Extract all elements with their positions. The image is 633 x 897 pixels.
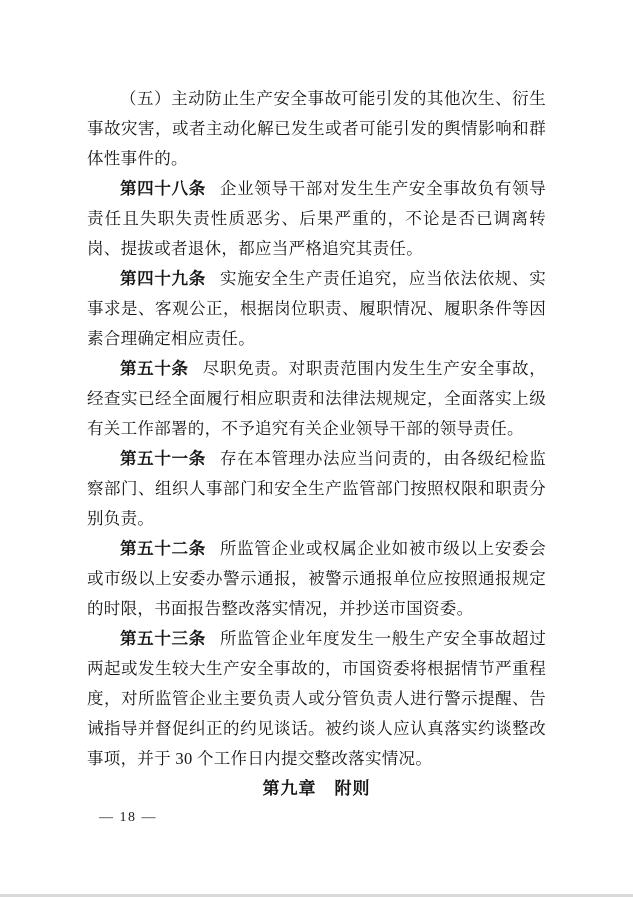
article-53-paragraph [87,624,546,774]
article-53-text: 所监管企业年度发生一般生产安全事故超过两起或发生较大生产安全事故的，市国资委将根据情节严重程度，对所监管企业主要负责人或分管负责人进行警示提醒、告诫指导并督促纠正的约见谈话。被约谈人应认真落实约谈整改事项，并于 30 个工作日内提交整改落实情况。 [87,629,547,768]
article-53-number: 第五十三条 [120,629,206,648]
article-49-number: 第四十九条 [120,269,206,288]
article-48-paragraph [87,174,546,264]
article-50-paragraph [87,354,546,444]
article-52-text: 所监管企业或权属企业如被市级以上安委会或市级以上安委办警示通报，被警示通报单位应按照通报规定的时限，书面报告整改落实情况，并抄送市国资委。 [87,539,547,618]
article-50-text: 尽职免责。对职责范围内发生生产安全事故，经查实已经全面履行相应职责和法律法规规定，全面落实上级有关工作部署的，不予追究有关企业领导干部的领导责任。 [87,359,547,438]
article-51-number: 第五十一条 [120,449,206,468]
article-52-number: 第五十二条 [120,539,206,558]
article-49-text: 实施安全生产责任追究，应当依法依规、实事求是、客观公正，根据岗位职责、履职情况、履职条件等因素合理确定相应责任。 [87,269,547,348]
article-52-paragraph [87,534,546,624]
article-49-paragraph [87,264,546,354]
article-51-paragraph [87,444,546,534]
paragraph-text: （五）主动防止生产安全事故可能引发的其他次生、衍生事故灾害，或者主动化解已发生或者可能引发的舆情影响和群体性事件的。 [87,89,546,168]
document-body [87,84,546,829]
article-50-number: 第五十条 [120,359,189,378]
article-48-number: 第四十八条 [120,179,206,198]
page-number: — 18 — [99,810,157,825]
chapter-heading: 第九章 附则 [262,779,371,798]
article-51-text: 存在本管理办法应当问责的，由各级纪检监察部门、组织人事部门和安全生产监管部门按照权限和职责分别负责。 [87,449,547,528]
paragraph-item-5 [87,84,546,174]
article-48-text: 企业领导干部对发生生产安全事故负有领导责任且失职失责性质恶劣、后果严重的，不论是否已调离转岗、提拔或者退休，都应当严格追究其责任。 [87,179,547,258]
